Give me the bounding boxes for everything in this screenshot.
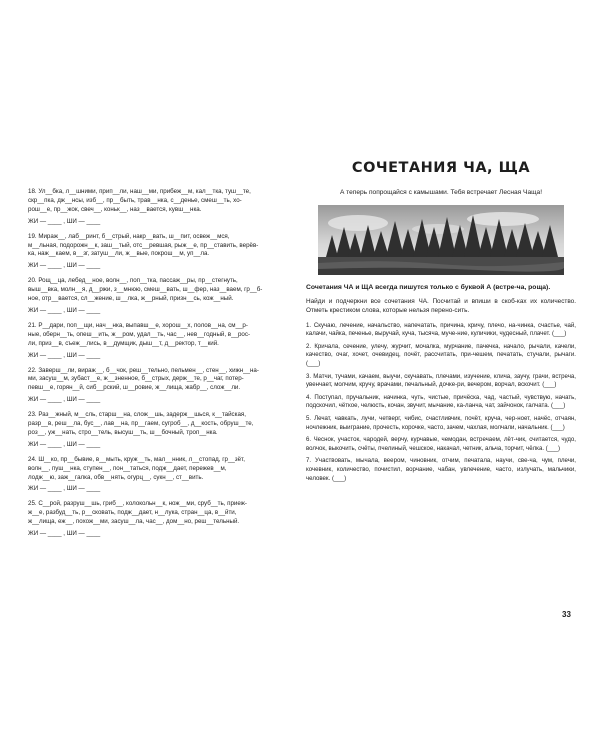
answer-blank-line[interactable]: ЖИ — ____ , ШИ — ____ [28,262,101,270]
exercise-line: 22. Заверш__ли, вираж__, б__чок, реш__тельно, пельмен__, стен__, хижн__на- [28,366,259,374]
left-exercise-column [28,188,292,545]
answer-blank-line[interactable]: ЖИ — ____ , ШИ — ____ [28,530,101,538]
answer-blank-line[interactable]: ЖИ — ____ , ШИ — ____ [28,217,101,225]
exercise-item: 4. Поступал, пручальник, начинка, чуть, чистые, причёска, чад, частый, чувствую, начать, подскочил, чёткое, челюсть, кочан, звучит, мычание, ка-ланча, чат, зайчонок, галчата. (___) [306,393,576,410]
exercise-line: рош__е, пр__жок, свеч__, коньк__, наз__вается, кувш__нка. [28,205,202,213]
exercise-23 [28,411,292,438]
exercise-line: 20. Рощ__ца, лебед__ное, волн__, поп__тка, пассаж__ры, пр__стегнуть, [28,277,238,285]
exercise-22 [28,367,292,394]
answer-blank-line[interactable]: ЖИ — ____ , ШИ — ____ [28,485,101,493]
exercise-line: ные, оберн__ть, опеш__ить, ж__ром, удал__ть, час__, нев__годный, в__рос- [28,330,250,338]
answer-blank-line[interactable]: ЖИ — ____ , ШИ — ____ [28,396,101,404]
exercise-24 [28,456,292,483]
page-number: 33 [562,610,571,619]
right-section [306,160,576,487]
exercise-line: выш__вка, молн__я, д__ржи, з__мнюю, смеш__вать, ш__фер, наз__ваем, гр__б- [28,286,263,294]
exercise-item: 7. Участвовать, мычала, веером, чиновник, отчим, печатала, научи, све-ча, чум, плечи, кочевник, количество, почистил, ворчание, чабан, увлечение, часто, излучать, мальчики, человек. (___) [306,457,576,482]
exercise-item: 6. Чеснок, участок, чародей, верчу, курчавые, чемодан, встречаем, лёт-чик, считается, чудо, волчок, выкочить, счёты, пчелиный, чешское, накачал, четник, альча, торчит, чёлка. (___) [306,436,576,452]
exercise-line: скр__пка, дж__нсы, изб__, пр__быть, трав__нка, с__деньe, смеш__ть, хо- [28,196,242,204]
section-title: СОЧЕТАНИЯ ЧА, ЩА [351,160,531,176]
exercise-25 [28,500,292,527]
exercise-line: 24. Ш__ко, пр__бывие, в__мыть, круж__ть, мал__нник, л__стопад, гр__зёт, [28,455,245,463]
exercise-line: ка, наж__каем, в__зг, затуш__ли, ж__вые, покрош__м, уп__ла. [28,250,210,258]
exercise-line: 19. Мираж__, лаб__ринт, б__стрый, накр__вать, ш__пит, освеж__мся, [28,232,230,240]
rule-text: Сочетания ЧА и ЩА всегда пишутся только с буквой А (встре-ча, роща). [306,284,551,291]
exercise-item: 2. Кричала, сечение, улечу, журчит, мочалка, мурчание, пачечка, начало, рычали, качели, качество, очаг, хочет, очевидец, почёт, рассчитать, при-чешем, печатать, стучали, рычаги. (___) [306,342,576,367]
exercise-line: 18. Ул__бка, л__шними, прип__ли, наш__ми, прибеж__м, кал__тка, туш__те, [28,188,251,195]
exercise-19 [28,233,292,260]
exercise-line: 21. Р__дари, поп__щи, нач__нка, выпавш__е, хорош__х, полов__на, см__р- [28,321,248,329]
exercise-line: 23. Раз__жный, м__сль, старш__на, слож__шь, задерж__шься, к__тайская, [28,411,246,419]
exercise-item: 3. Матчи, тучами, качаем, выучи, скучавать, плечами, изучение, клича, заучу, грачи, встреча, увенчает, молчим, кручу, врачами, печальный, дочке-ри, вечером, ворчал, вскочит. (___) [306,372,576,389]
exercise-20 [28,277,292,304]
exercise-line: роз__, уж__нать, стро__тель, высуш__ть, ш__бочный, троп__нка. [28,428,218,436]
task-instructions: Найди и подчеркни все сочетания ЧА. Посчитай и впиши в скоб-ках их количество. Отметь крестиком слова, которые нельзя перено-сить. [306,298,576,314]
exercise-line: разр__в, реш__ла, бус__, лав__на, пр__гаем, сугроб__, д__кость, обруш__те, [28,420,254,428]
exercise-line: лодж__ю, заж__галка, обв__нять, огурц__, сукн__, ст__вить. [28,473,204,481]
exercise-item: 1. Скучаю, лечение, начальство, напечатать, причина, кричу, плечо, на-чинка, счастье, чай, калачи, чайка, печенье, выручай, куча, тысяча, муче-ние, куличики, чудесный, плачет. (___) [306,321,576,338]
exercise-line: волн__, пуш__нка, ступен__, пон__таться, подж__дает, пережев__м, [28,464,227,472]
exercise-line: ли, приз__в, съеж__лись, в__думщик, дыш__т, д__ректор, т__кий. [28,339,219,347]
exercise-line: ми, засуш__м, зубаст__е, ж__зненное, б__стрых, держ__те, р__чаг, потер- [28,375,244,383]
exercise-18 [28,188,292,215]
exercise-line: 25. С__рой, разруш__шь, гриб__, колокольн__к, нож__ми, сруб__ть, приеж- [28,500,247,508]
forest-illustration [318,205,564,275]
intro-text: А теперь попрощайся с камышами. Тебя встречает Лесная Чаща! [339,189,543,196]
exercise-21 [28,322,292,349]
answer-blank-line[interactable]: ЖИ — ____ , ШИ — ____ [28,440,101,448]
exercise-item: 5. Лечат, чавкать, лучи, четверг, чибис, счастливчик, почёт, круча, чер-ноет, начёс, отчаян, ночлежник, выиграние, прочесть, корочке, часто, зачем, чахлая, молчали, начальник. (___) [306,414,576,431]
exercise-line: м__льная, подорожн__к, заш__тый, отс__ревшая, рыж__е, пр__ставить, верёв- [28,241,259,249]
exercise-line: ж__е, разбуд__ть, р__сковать, подж__дает, н__лука, стран__ца, в__йти, [28,509,237,517]
exercise-line: ж__лища, еж__, похож__ми, засуш__ла, час__, дом__но, реш__тельный. [28,518,240,526]
answer-blank-line[interactable]: ЖИ — ____ , ШИ — ____ [28,351,101,359]
exercise-line: ное, отр__вается, сл__жение, ш__лка, ж__рный, призн__сь, кож__ный. [28,295,234,303]
exercise-line: певш__е, горян__й, сиб__рский, ш__ровие, ж__лища, жабр__, слож__ли. [28,384,241,392]
answer-blank-line[interactable]: ЖИ — ____ , ШИ — ____ [28,306,101,314]
